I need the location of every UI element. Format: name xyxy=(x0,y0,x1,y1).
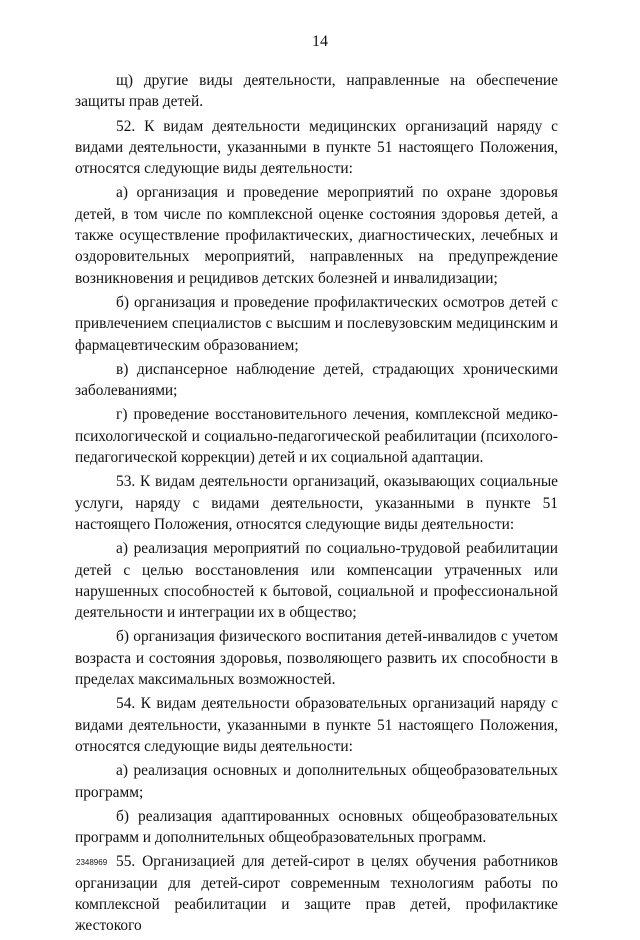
paragraph: б) организация и проведение профилактических осмотров детей с привлечением специалистов с высшим и послевузовским медицинским и фармацевтическим образованием; xyxy=(75,293,558,354)
paragraph: б) реализация адаптированных основных общеобразовательных программ и дополнительных общеобразовательных программ. xyxy=(75,807,558,847)
paragraph: щ) другие виды деятельности, направленные на обеспечение защиты прав детей. xyxy=(75,72,558,111)
paragraph: 54. К видам деятельности образовательных организаций наряду с видами деятельности, указанными в пункте 51 настоящего Положения, относятся следующие виды деятельности: xyxy=(75,695,558,755)
paragraph: в) диспансерное наблюдение детей, страдающих хроническими заболеваниями; xyxy=(75,360,558,400)
page-number: 14 xyxy=(312,33,328,50)
paragraph: а) организация и проведение мероприятий по охране здоровья детей, в том числе по комплексной оценке состояния здоровья детей, а также осуществление профилактических, диагностических, лечебных и оздоровительных мероприятий, направленных на предупреждение возникновения и рецидивов детских болезней и инвалидизации; xyxy=(75,184,558,287)
paragraph: б) организация физического воспитания детей-инвалидов с учетом возраста и состояния здоровья, позволяющего развить их способности в пределах максимальных возможностей. xyxy=(75,628,558,689)
paragraph: а) реализация мероприятий по социально-трудовой реабилитации детей с целью восстановления или компенсации утраченных или нарушенных способностей к бытовой, социальной и профессиональной деятельности и интеграции их в общество; xyxy=(75,540,558,622)
paragraph: г) проведение восстановительного лечения, комплексной медико-психологической и социально-педагогической реабилитации (психолого-педагогической коррекции) детей и их социальной адаптации. xyxy=(75,406,558,467)
paragraph: а) реализация основных и дополнительных общеобразовательных программ; xyxy=(75,762,558,801)
paragraph: 52. К видам деятельности медицинских организаций наряду с видами деятельности, указанными в пункте 51 настоящего Положения, относятся следующие виды деятельности: xyxy=(75,117,558,178)
paragraph: 55. Организацией для детей-сирот в целях обучения работников организации для детей-сирот современным технологиям работы по комплексной реабилитации и защите прав детей, профилактике жестокого xyxy=(75,853,558,935)
document-id: 2348969 xyxy=(76,858,108,867)
paragraph: 53. К видам деятельности организаций, оказывающих социальные услуги, наряду с видами деятельности, указанными в пункте 51 настоящего Положения, относятся следующие виды деятельности: xyxy=(75,473,558,533)
document-body xyxy=(75,70,558,940)
